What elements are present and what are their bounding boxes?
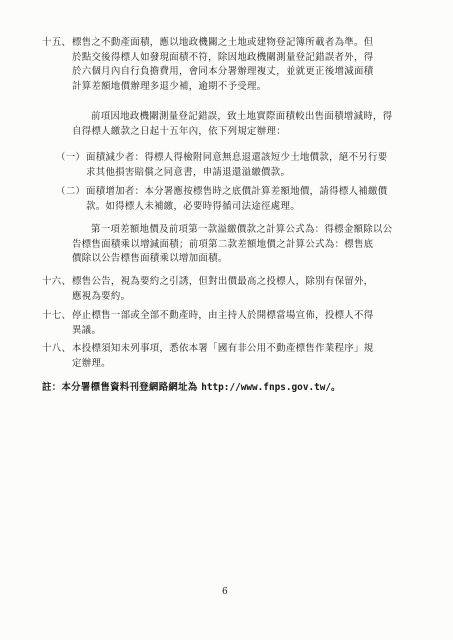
text-line: 應視為要約。 [72, 290, 131, 302]
clause-number: 十八、 [42, 343, 72, 354]
clause-number: 十五、 [42, 37, 72, 48]
text-line: 異議。 [72, 324, 102, 336]
text-line: 於點交後得標人如發現面積不符，除因地政機關測量登記錯誤者外，得 [72, 51, 374, 63]
text-line: 標售之不動產面積，應以地政機關之土地或建物登記簿所載者為準。但 [72, 37, 374, 48]
clause-number: 十六、 [42, 276, 72, 287]
text-line: 面積增加者：本分署應按標售時之底價計算差額地價，請得標人補繳價 [86, 186, 388, 197]
paragraph-survey-error [72, 110, 392, 139]
text-line: 告標售面積乘以增減面積；前項第二款差額地價之計算公式為：標售底 [72, 238, 374, 250]
text-line: 於六個月內自行負擔費用，會同本分署辦理複丈，並就更正後增減面積 [72, 66, 374, 78]
text-line: 本投標須知未列事項，悉依本署「國有非公用不動產標售作業程序」規 [72, 343, 374, 354]
text-line: 定辦理。 [72, 357, 111, 369]
text-line: 前項因地政機關測量登記錯誤，致土地實際面積較出售面積增減時，得 [91, 111, 393, 122]
website-note [42, 381, 341, 396]
clause-number: 十七、 [42, 310, 72, 321]
paragraph-formula [72, 223, 392, 267]
text-line: 自得標人繳款之日起十五年內，依下列規定辦理： [72, 125, 286, 137]
text-line: 停止標售一部或全部不動產時，由主持人於開標當場宣佈，投標人不得 [72, 310, 374, 321]
website-url: http://www.fnps.gov.tw/ [201, 382, 332, 393]
text-line: 款。如得標人未補繳，必要時得循司法途徑處理。 [86, 200, 300, 212]
item-number: （一） [56, 152, 86, 163]
item-number: （二） [56, 186, 86, 197]
text-line: 標售公告，視為要約之引誘，但對出價最高之投標人，除別有保留外， [72, 276, 374, 287]
page-number: 6 [222, 587, 228, 597]
text-line: 第一項差額地價及前項第一款溢繳價款之計算公式為：得標金額除以公 [91, 224, 393, 235]
text-line: 價除以公告標售面積乘以增加面積。 [72, 253, 228, 265]
text-line: 求其他損害賠償之同意書，申請退還溢繳價款。 [86, 166, 291, 178]
note-text: 註：本分署標售資料刊登網路網址為 [42, 382, 202, 393]
text-line: 計算差額地價辦理多退少補，逾期不予受理。 [72, 80, 267, 92]
text-line: 面積減少者：得標人得檢附同意無息退還該短少土地價款，絕不另行要 [86, 152, 388, 163]
note-suffix: 。 [331, 382, 341, 393]
